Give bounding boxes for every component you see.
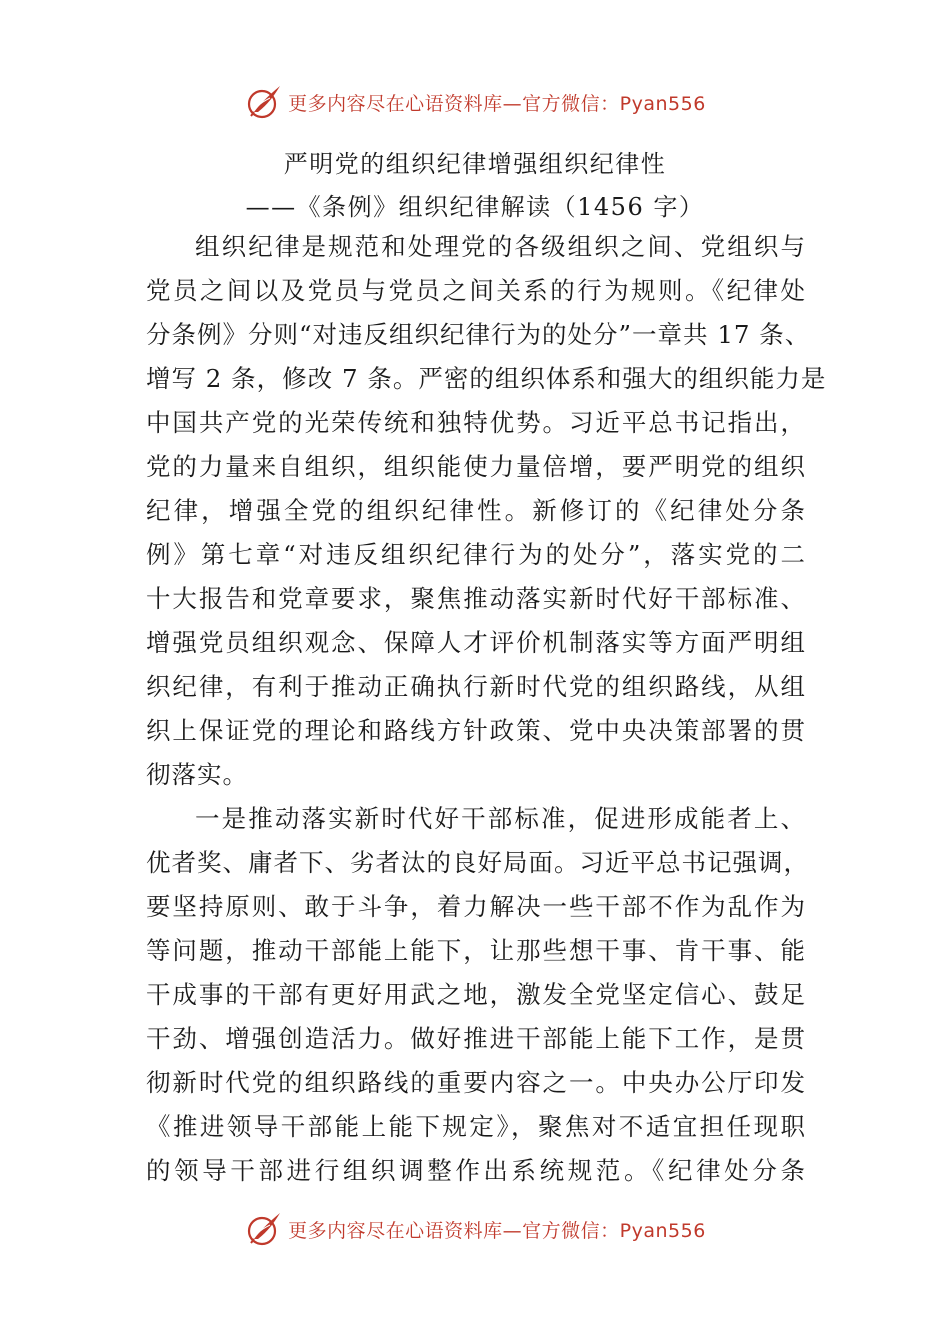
paragraph-1	[146, 225, 827, 797]
text-line: 分条例》分则“对违反组织纪律行为的处分”一章共 17 条、	[146, 320, 811, 349]
footer-banner	[0, 1209, 950, 1249]
text-line: 织纪律，有利于推动正确执行新时代党的组织路线，从组	[146, 672, 806, 701]
text-line: 增强党员组织观念、保障人才评价机制落实等方面严明组	[146, 628, 806, 657]
text-line: 的领导干部进行组织调整作出系统规范。《纪律处分条	[146, 1156, 806, 1185]
text-line: 十大报告和党章要求，聚焦推动落实新时代好干部标准、	[146, 584, 806, 613]
text-line: 干劲、增强创造活力。做好推进干部能上能下工作，是贯	[146, 1024, 806, 1053]
banner-text: 更多内容尽在心语资料库—官方微信：Pyan556	[288, 1219, 706, 1242]
document-subtitle: ——《条例》组织纪律解读（1456 字）	[245, 193, 705, 221]
text-line: 织上保证党的理论和路线方针政策、党中央决策部署的贯	[146, 716, 806, 745]
text-line: 要坚持原则、敢于斗争，着力解决一些干部不作为乱作为	[146, 892, 806, 921]
text-line: 《推进领导干部能上能下规定》，聚焦对不适宜担任现职	[146, 1112, 806, 1141]
text-line: 党的力量来自组织，组织能使力量倍增，要严明党的组织	[146, 452, 806, 481]
text-line: 增写 2 条，修改 7 条。严密的组织体系和强大的组织能力是	[146, 364, 827, 393]
document-body	[146, 225, 827, 1193]
text-line: 等问题，推动干部能上能下，让那些想干事、肯干事、能	[146, 936, 806, 965]
text-line: 干成事的干部有更好用武之地，激发全党坚定信心、鼓足	[146, 980, 806, 1009]
paragraph-2	[146, 797, 809, 1193]
banner-text: 更多内容尽在心语资料库—官方微信：Pyan556	[288, 92, 706, 115]
text-line: 中国共产党的光荣传统和独特优势。习近平总书记指出，	[146, 408, 806, 437]
text-line: 例》第七章“对违反组织纪律行为的处分”，落实党的二	[146, 540, 806, 569]
text-line: 彻落实。	[146, 760, 248, 789]
text-line: 优者奖、庸者下、劣者汰的良好局面。习近平总书记强调，	[146, 848, 809, 877]
document-title: 严明党的组织纪律增强组织纪律性	[283, 150, 667, 178]
text-line: 组织纪律是规范和处理党的各级组织之间、党组织与	[195, 232, 806, 261]
quill-logo-icon	[244, 1209, 284, 1249]
text-line: 一是推动落实新时代好干部标准，促进形成能者上、	[195, 804, 806, 833]
header-banner	[0, 82, 950, 122]
text-line: 党员之间以及党员与党员之间关系的行为规则。《纪律处	[146, 276, 806, 305]
text-line: 纪律，增强全党的组织纪律性。新修订的《纪律处分条	[146, 496, 806, 525]
quill-logo-icon	[244, 82, 284, 122]
text-line: 彻新时代党的组织路线的重要内容之一。中央办公厅印发	[146, 1068, 806, 1097]
